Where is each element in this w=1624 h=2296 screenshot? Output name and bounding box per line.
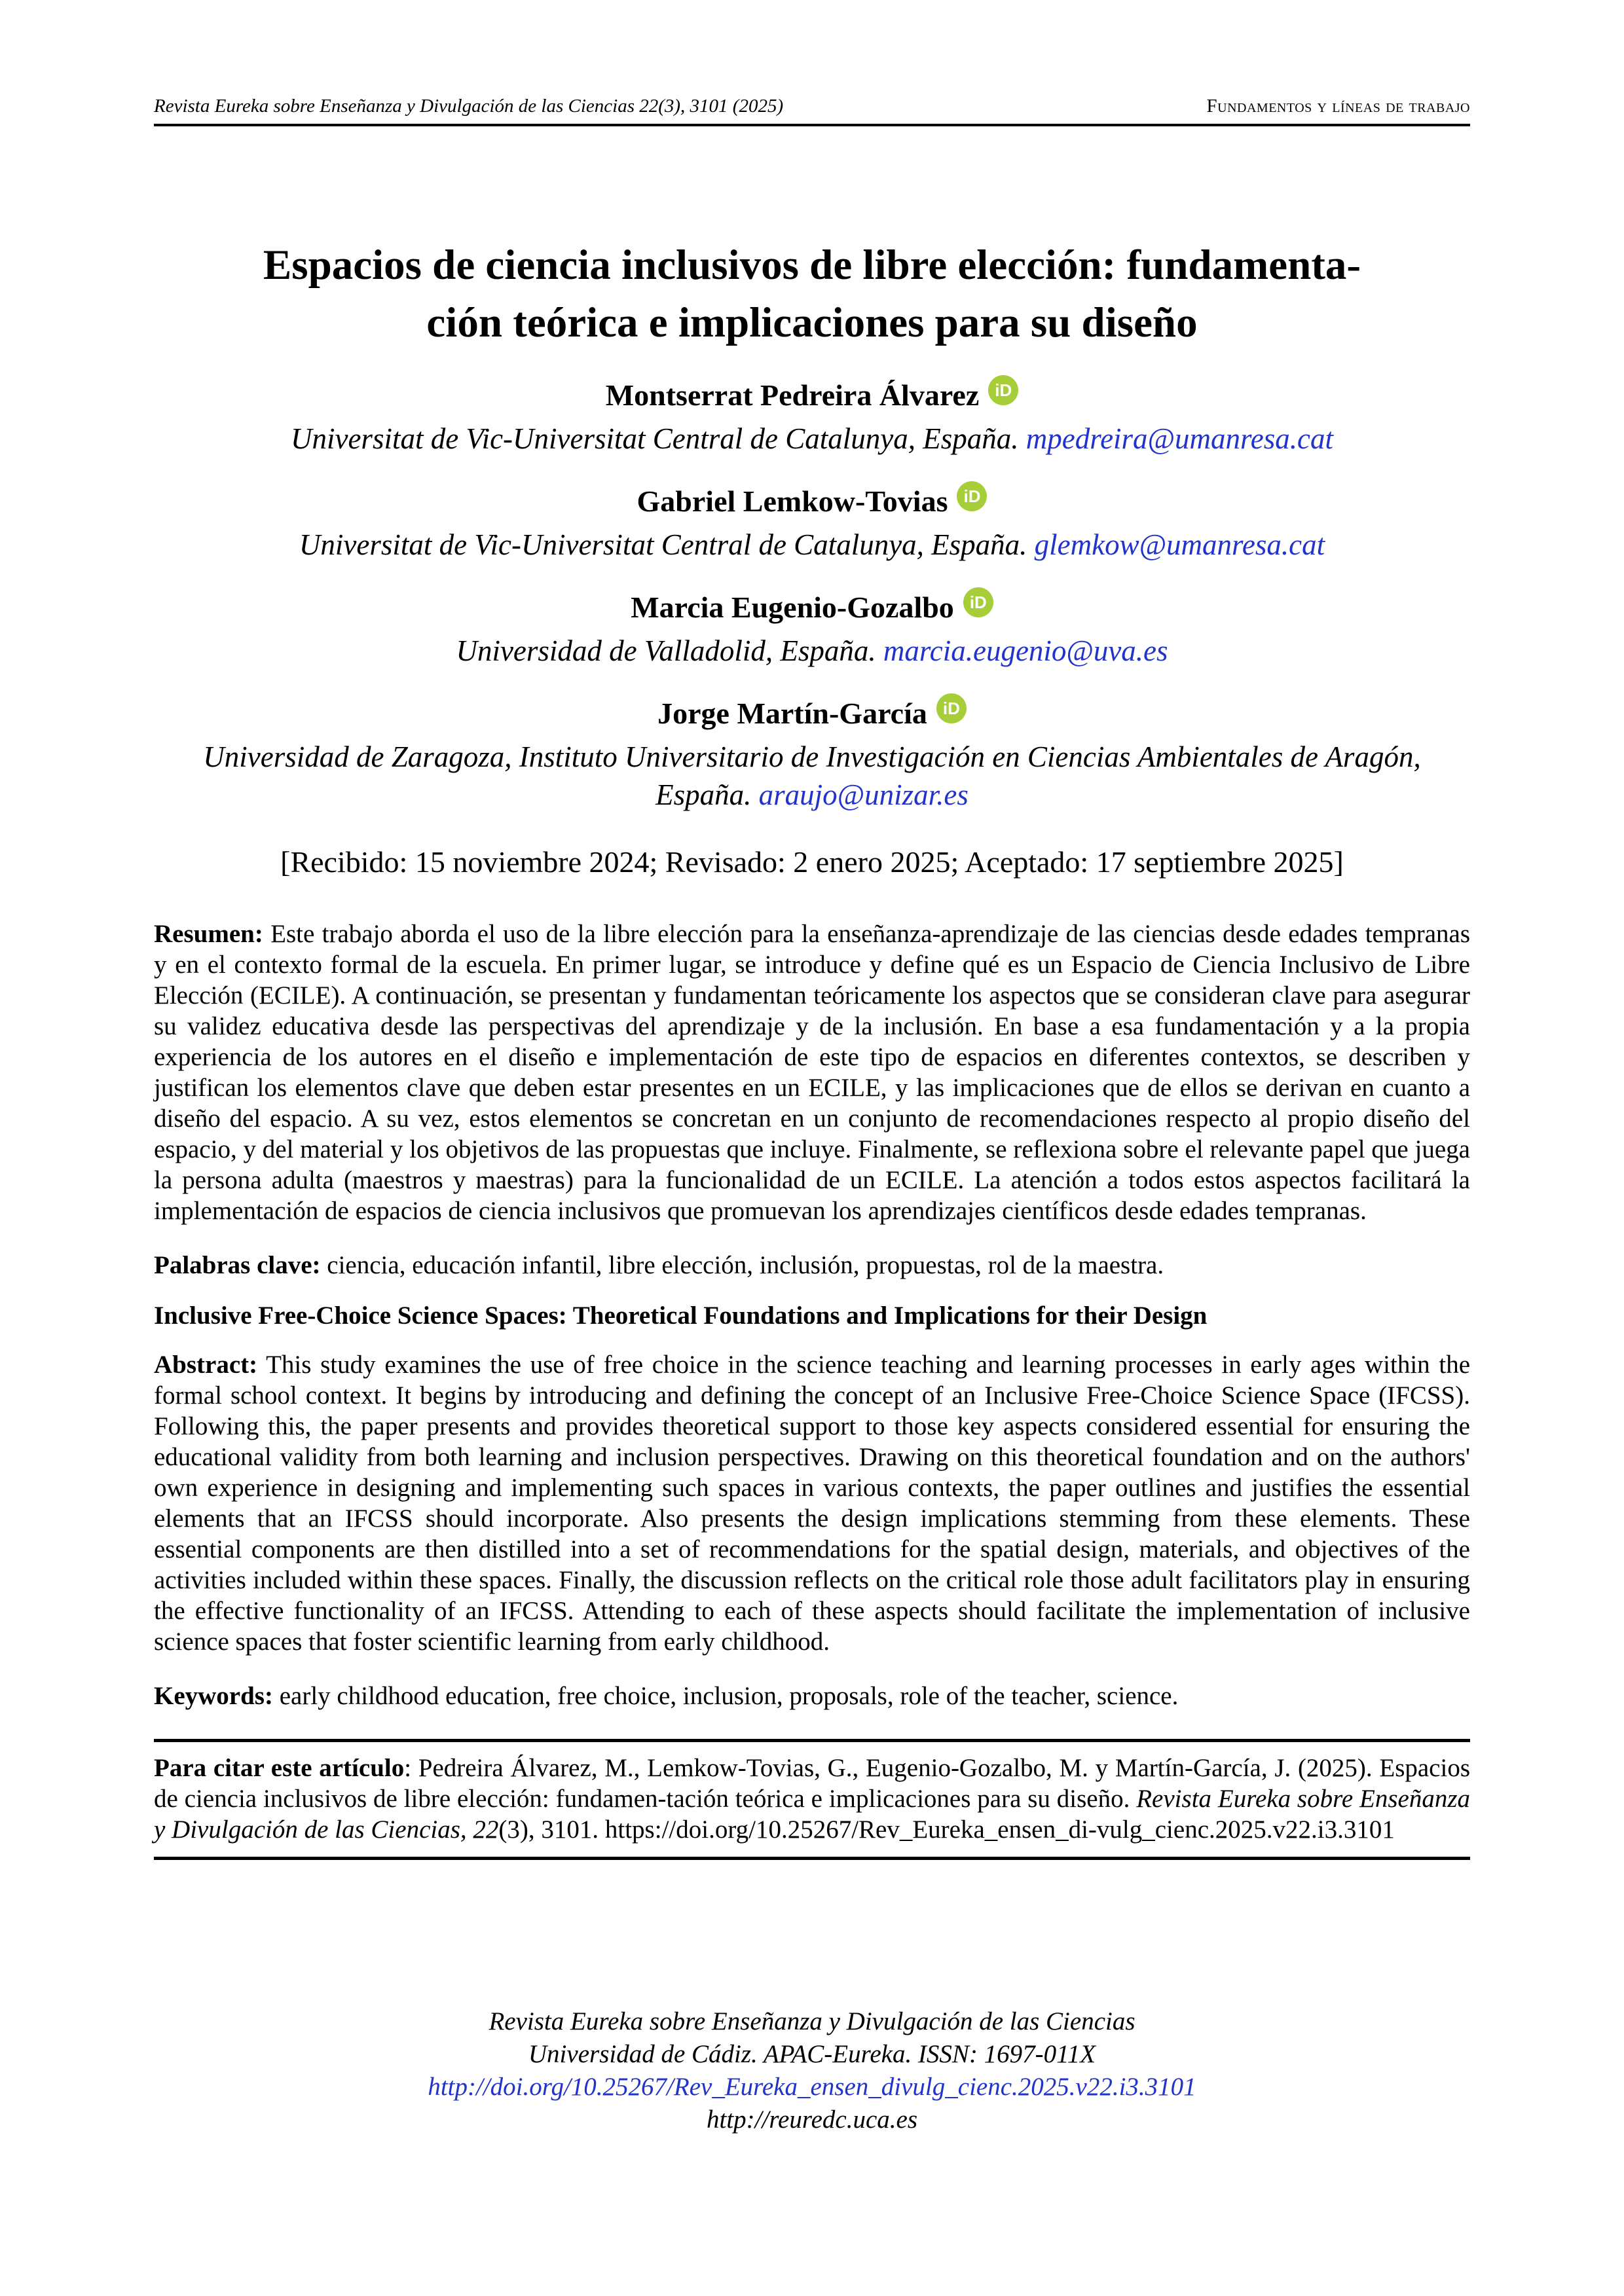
footer-doi-line (154, 2071, 1470, 2104)
author-affiliation (154, 738, 1470, 814)
resumen-label: Resumen: (154, 920, 263, 948)
citation-paragraph (154, 1753, 1470, 1845)
abstract-text: This study examines the use of free choice in the science teaching and learning processes in early ages within the formal school context. It begins by introducing and defining the concept of an Inclusive Free-Choice Science Space (IFCSS). Following this, the paper presents and provides theoretical support to those key aspects considered essential for ensuring the educational validity from both learning and inclusion perspectives. Drawing on this theoretical foundation and on the authors' own experience in designing and implementing such spaces in various contexts, the paper outlines and justifies the essential elements that an IFCSS should incorporate. Also presents the design implications stemming from these elements. These essential components are then distilled into a set of recommendations for the spatial design, materials, and objectives of the activities included within these spaces. Finally, the discussion reflects on the critical role those adult facilitators play in ensuring the effective functionality of an IFCSS. Attending to each of these aspects should facilitate the implementation of inclusive science spaces that foster scientific learning from early childhood. (154, 1351, 1470, 1656)
journal-reference: Revista Eureka sobre Enseñanza y Divulgación de las Ciencias 22(3), 3101 (2025) (154, 96, 784, 117)
author-name (154, 481, 1470, 520)
affiliation-text: Universidad de Zaragoza, Instituto Universitario de Investigación en Ciencias Ambientales de Aragón, España. (203, 740, 1421, 811)
authors-section (154, 375, 1470, 814)
palabras-clave-label: Palabras clave: (154, 1251, 321, 1279)
resumen-paragraph (154, 919, 1470, 1226)
author-name (154, 375, 1470, 414)
article-title-line2: ción teórica e implicaciones para su diseño (426, 299, 1198, 346)
author-name-text: Montserrat Pedreira Álvarez (605, 378, 980, 412)
author-name-text: Marcia Eugenio-Gozalbo (631, 591, 954, 624)
author-affiliation (154, 420, 1470, 458)
orcid-icon[interactable]: iD (957, 481, 987, 511)
author-block (154, 481, 1470, 564)
citation-box (154, 1739, 1470, 1860)
running-header (154, 0, 1470, 126)
article-title-line1: Espacios de ciencia inclusivos de libre elección: fundamenta- (263, 242, 1361, 289)
keywords (154, 1681, 1470, 1711)
orcid-icon[interactable]: iD (963, 587, 993, 617)
section-label: Fundamentos y líneas de trabajo (1206, 96, 1470, 117)
footer-journal-name: Revista Eureka sobre Enseñanza y Divulgación de las Ciencias (489, 2007, 1135, 2035)
author-affiliation (154, 632, 1470, 670)
abstract-paragraph (154, 1349, 1470, 1657)
resumen-text: Este trabajo aborda el uso de la libre elección para la enseñanza-aprendizaje de las ciencias desde edades tempranas y en el contexto formal de la escuela. En primer lugar, se introduce y define qué es un Espacio de Ciencia Inclusivo de Libre Elección (ECILE). A continuación, se presentan y fundamentan teóricamente los aspectos que se consideran clave para asegurar su validez educativa desde las perspectivas del aprendizaje y de la inclusión. En base a esa fundamentación y a la propia experiencia de los autores en el diseño e implementación de este tipo de espacios en diferentes contextos, se describen y justifican los elementos clave que deben estar presentes en un ECILE, y las implicaciones que de ellos se derivan en cuanto a diseño del espacio. A su vez, estos elementos se concretan en un conjunto de recomendaciones respecto al propio diseño del espacio, y del material y los objetivos de las propuestas que incluye. Finalmente, se reflexiona sobre el relevante papel que juega la persona adulta (maestros y maestras) para la funcionalidad de un ECILE. La atención a todos estos aspectos facilitará la implementación de espacios de ciencia inclusivos que promuevan los aprendizajes científicos desde edades tempranas. (154, 920, 1470, 1225)
palabras-clave (154, 1250, 1470, 1281)
footer-doi-link[interactable]: http://doi.org/10.25267/Rev_Eureka_ensen_divulg_cienc.2025.v22.i3.3101 (428, 2073, 1196, 2101)
keywords-label: Keywords: (154, 1682, 273, 1710)
author-name-text: Gabriel Lemkow-Tovias (637, 484, 948, 518)
author-email-link[interactable]: araujo@unizar.es (758, 778, 969, 811)
author-name (154, 587, 1470, 627)
citation-text-2: (3), 3101. https://doi.org/10.25267/Rev_Eureka_ensen_di-vulg_cienc.2025.v22.i3.3101 (498, 1815, 1395, 1844)
page-footer (154, 2005, 1470, 2136)
affiliation-text: Universitat de Vic-Universitat Central de Catalunya, España. (299, 528, 1027, 561)
article-title (154, 236, 1470, 352)
orcid-icon[interactable]: iD (988, 375, 1018, 405)
citation-label: Para citar este artículo (154, 1754, 405, 1782)
author-block (154, 587, 1470, 670)
author-block (154, 693, 1470, 814)
footer-publisher-issn: Universidad de Cádiz. APAC-Eureka. ISSN: 1697-011X (528, 2040, 1096, 2068)
affiliation-text: Universidad de Valladolid, España. (456, 634, 876, 667)
abstract-label: Abstract: (154, 1351, 258, 1379)
author-email-link[interactable]: glemkow@umanresa.cat (1034, 528, 1325, 561)
orcid-icon[interactable]: iD (936, 693, 967, 723)
review-dates: [Recibido: 15 noviembre 2024; Revisado: 2 enero 2025; Aceptado: 17 septiembre 2025] (280, 845, 1344, 879)
palabras-clave-text: ciencia, educación infantil, libre elección, inclusión, propuestas, rol de la maestra. (327, 1251, 1164, 1279)
citation-text-1: : Pedreira Álvarez, M., Lemkow-Tovias, G., Eugenio-Gozalbo, M. y Martín-García, J. (2025). Espacios de ciencia inclusivos de libre elección: fundamen-tación teórica e implicaciones para su diseño. (154, 1754, 1470, 1813)
author-email-link[interactable]: mpedreira@umanresa.cat (1025, 422, 1333, 455)
author-name (154, 693, 1470, 733)
author-affiliation (154, 526, 1470, 564)
english-title: Inclusive Free-Choice Science Spaces: Theoretical Foundations and Implications for their Design (154, 1302, 1208, 1330)
citation-journal-italic: Revista Eureka sobre Enseñanza y Divulgación de las Ciencias, 22 (154, 1785, 1470, 1844)
footer-journal-url: http://reuredc.uca.es (706, 2105, 918, 2134)
author-block (154, 375, 1470, 458)
keywords-text: early childhood education, free choice, inclusion, proposals, role of the teacher, science. (279, 1682, 1179, 1710)
affiliation-text: Universitat de Vic-Universitat Central de Catalunya, España. (290, 422, 1019, 455)
author-email-link[interactable]: marcia.eugenio@uva.es (883, 634, 1168, 667)
author-name-text: Jorge Martín-García (657, 697, 927, 730)
